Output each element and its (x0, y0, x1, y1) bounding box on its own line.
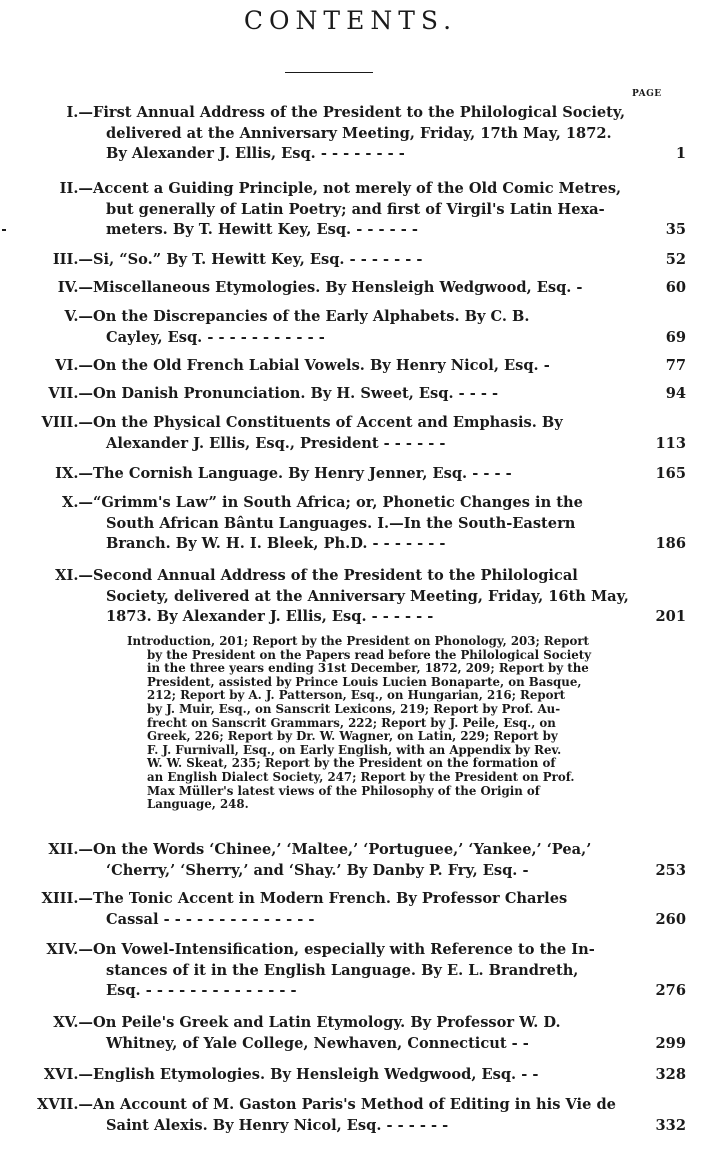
entry-line: On the Physical Constituents of Accent and Emphasis. By (93, 414, 563, 431)
entry-number: VII.— (48, 385, 93, 402)
entry-page-number: 328 (655, 1066, 686, 1083)
entry-page-number: 35 (665, 221, 686, 238)
entry-number: II.— (59, 180, 93, 197)
entry-number: VIII.— (41, 414, 93, 431)
entry-page-number: 165 (655, 465, 686, 482)
entry-page-number: 94 (665, 385, 686, 402)
entry-title (93, 940, 638, 1002)
detail-line: F. J. Furnivall, Esq., on Early English, with an Appendix by Rev. (147, 742, 562, 757)
entry-page-number: 60 (665, 279, 686, 296)
detail-line: by J. Muir, Esq., on Sanscrit Lexicons, 219; Report by Prof. Au- (147, 701, 561, 716)
entry-line: Saint Alexis. By Henry Nicol, Esq. - - - - - - (106, 1116, 449, 1134)
entry-page-number: 299 (655, 1034, 686, 1052)
entry-line: ‘Cherry,’ ‘Sherry,’ and ‘Shay.’ By Danby P. Fry, Esq. - (106, 861, 529, 879)
entry-line: 1873. By Alexander J. Ellis, Esq. - - - - - - (106, 608, 434, 625)
detail-line: Greek, 226; Report by Dr. W. Wagner, on Latin, 229; Report by (147, 729, 558, 744)
entry-line: On the Old French Labial Vowels. By Henry Nicol, Esq. - (93, 357, 550, 374)
entry-title (93, 307, 638, 348)
entry-page-number: 1 (675, 145, 686, 162)
entry-title (93, 356, 638, 377)
detail-line: by the President on the Papers read before the Philological Society (147, 647, 592, 662)
entry-page-number: 253 (655, 861, 686, 879)
entry-number: IX.— (55, 465, 93, 482)
entry-page-number: 260 (655, 910, 686, 928)
entry-page-number: 52 (665, 251, 686, 268)
entry-line: An Account of M. Gaston Paris's Method of Editing in his Vie de (93, 1096, 616, 1113)
detail-line: in the three years ending 31st December, 1872, 209; Report by the (147, 661, 589, 676)
entry-line: The Cornish Language. By Henry Jenner, Esq. - - - - (93, 465, 512, 482)
entry-title (93, 384, 638, 405)
entry-page-number: 113 (655, 434, 686, 452)
entry-line: Second Annual Address of the President to the Philological (93, 567, 578, 584)
entry-line: but generally of Latin Poetry; and first of Virgil's Latin Hexa- (106, 200, 605, 218)
entry-title (93, 566, 638, 628)
entry-title (93, 889, 638, 930)
title-rule (285, 72, 373, 73)
entry-line: Whitney, of Yale College, Newhaven, Connecticut - - (106, 1034, 529, 1052)
entry-title (93, 493, 638, 555)
detail-line: Max Müller's latest views of the Philosophy of the Origin of (147, 783, 540, 798)
entry-number: IV.— (57, 279, 93, 296)
entry-title (93, 464, 638, 485)
entry-line: On the Words ‘Chinee,’ ‘Maltee,’ ‘Portuguee,’ ‘Yankee,’ ‘Pea,’ (93, 841, 592, 858)
entry-title (93, 1065, 638, 1086)
entry-number: XIV.— (46, 941, 93, 958)
entry-number: XVII.— (37, 1096, 93, 1113)
entry-page-number: 77 (665, 357, 686, 374)
entry-number: X.— (62, 494, 93, 511)
entry-line: First Annual Address of the President to the Philological Society, (93, 104, 626, 121)
entry-title (93, 840, 638, 881)
entry-number: XII.— (48, 841, 93, 858)
entry-line: Branch. By W. H. I. Bleek, Ph.D. - - - - - - - (106, 535, 446, 552)
entry-line: “Grimm's Law” in South Africa; or, Phonetic Changes in the (93, 494, 583, 511)
entry-line: stances of it in the English Language. By E. L. Brandreth, (106, 961, 579, 979)
entry-number: I.— (66, 104, 93, 121)
entry-title (93, 103, 638, 165)
detail-line: an English Dialect Society, 247; Report by the President on Prof. (147, 769, 575, 784)
entry-line: delivered at the Anniversary Meeting, Friday, 17th May, 1872. (106, 124, 612, 142)
entry-line: Miscellaneous Etymologies. By Hensleigh Wedgwood, Esq. - (93, 279, 583, 296)
detail-line: President, assisted by Prince Louis Lucien Bonaparte, on Basque, (147, 674, 582, 689)
entry-xi-detail (127, 635, 647, 812)
entry-title (93, 179, 638, 241)
detail-line: 212; Report by A. J. Patterson, Esq., on Hungarian, 216; Report (147, 688, 566, 703)
entry-line: Cassal - - - - - - - - - - - - - - (106, 910, 315, 928)
entry-line: On Danish Pronunciation. By H. Sweet, Esq. - - - - (93, 385, 499, 402)
entry-number: XIII.— (41, 890, 93, 907)
entry-title (93, 1095, 638, 1136)
entry-number: XV.— (53, 1014, 93, 1031)
entry-title (93, 250, 638, 271)
entry-line: Cayley, Esq. - - - - - - - - - - - (106, 328, 325, 346)
entry-line: Si, “So.” By T. Hewitt Key, Esq. - - - - - - - (93, 251, 423, 268)
entry-line: Accent a Guiding Principle, not merely of the Old Comic Metres, (93, 180, 622, 197)
entry-line: On Peile's Greek and Latin Etymology. By Professor W. D. (93, 1014, 561, 1031)
page-column-header: PAGE (632, 89, 662, 99)
page-title: CONTENTS. (243, 6, 458, 35)
entry-line: Alexander J. Ellis, Esq., President - - - - - - (106, 434, 446, 452)
entry-line: The Tonic Accent in Modern French. By Professor Charles (93, 890, 568, 907)
detail-line: W. W. Skeat, 235; Report by the President on the formation of (147, 756, 556, 771)
entry-line: South African Bântu Languages. I.—In the South-Eastern (106, 514, 576, 532)
entry-line: meters. By T. Hewitt Key, Esq. - - - - - - (106, 221, 418, 238)
entry-number: III.— (52, 251, 93, 268)
entry-line: On the Discrepancies of the Early Alphabets. By C. B. (93, 308, 530, 325)
entry-title (93, 413, 638, 454)
margin-mark (2, 229, 6, 231)
detail-line: frecht on Sanscrit Grammars, 222; Report by J. Peile, Esq., on (147, 715, 556, 730)
entry-page-number: 332 (655, 1116, 686, 1134)
entry-line: Esq. - - - - - - - - - - - - - - (106, 982, 297, 999)
entry-number: VI.— (55, 357, 93, 374)
entry-line: Society, delivered at the Anniversary Meeting, Friday, 16th May, (106, 587, 629, 605)
entry-number: XI.— (55, 567, 93, 584)
entry-page-number: 69 (665, 328, 686, 346)
entry-page-number: 201 (655, 608, 686, 625)
entry-title (93, 278, 638, 299)
entry-number: XVI.— (43, 1066, 93, 1083)
detail-line: Language, 248. (147, 797, 249, 812)
entry-page-number: 276 (655, 982, 686, 999)
entry-line: On Vowel-Intensification, especially with Reference to the In- (93, 941, 595, 958)
entry-line: English Etymologies. By Hensleigh Wedgwood, Esq. - - (93, 1066, 539, 1083)
entry-line: By Alexander J. Ellis, Esq. - - - - - - - - (106, 145, 405, 162)
entry-number: V.— (64, 308, 93, 325)
entry-title (93, 1013, 638, 1054)
detail-line: Introduction, 201; Report by the President on Phonology, 203; Report (127, 634, 589, 648)
entry-page-number: 186 (655, 535, 686, 552)
